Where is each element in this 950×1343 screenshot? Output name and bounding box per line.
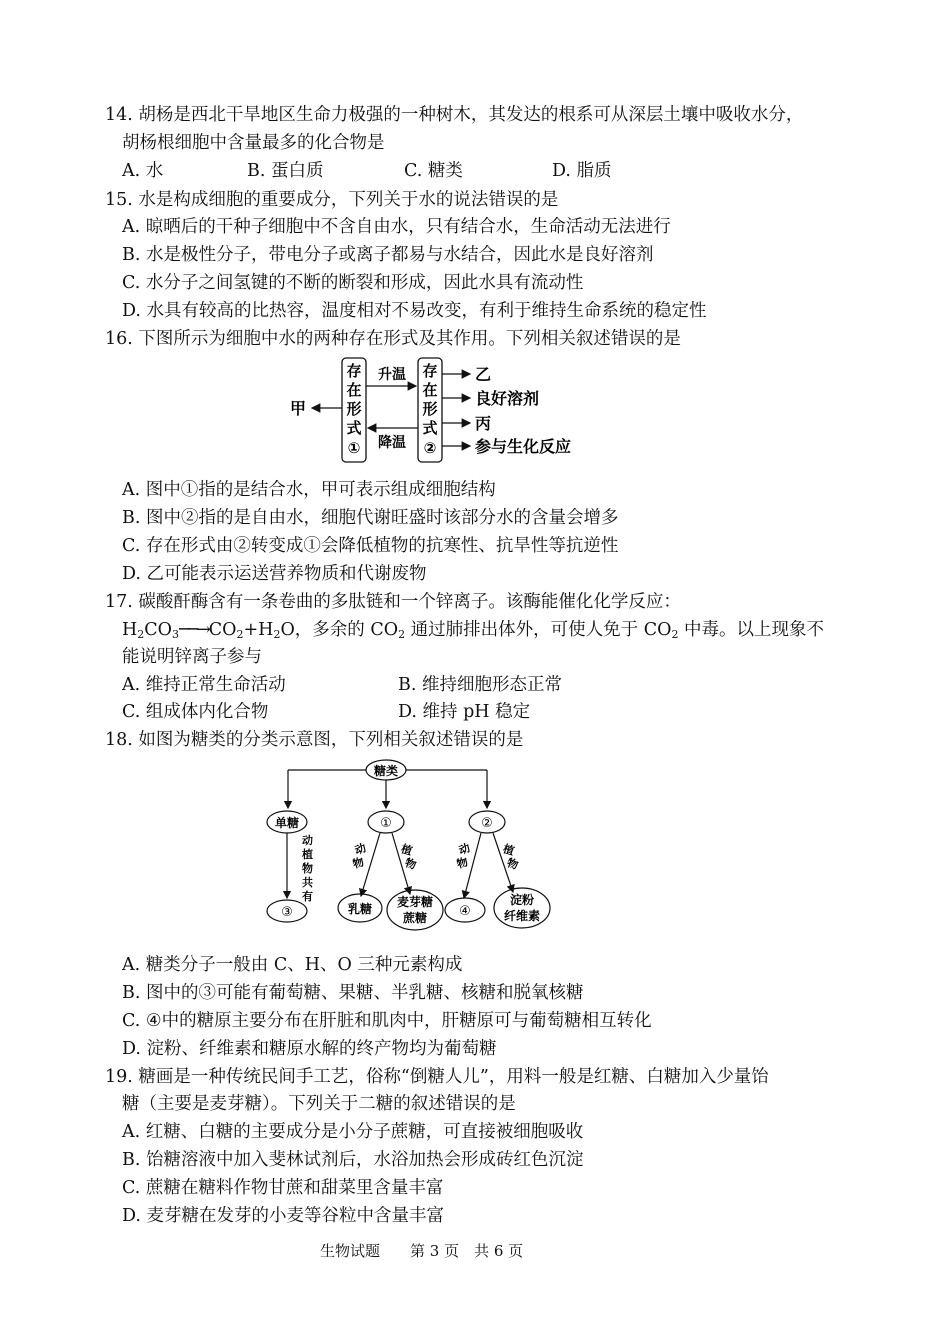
label-mono: 单糖 [274, 816, 300, 830]
animal2-char-0: 动 [457, 841, 472, 858]
animal2-char-1: 物 [455, 855, 470, 872]
shared-char-2: 物 [302, 862, 313, 875]
plant2-char-0: 植 [501, 842, 516, 859]
q14-option-a: A. 水 [122, 161, 164, 181]
q14-option-c: C. 糖类 [404, 161, 463, 181]
q16-option-d: D. 乙可能表示运送营养物质和代谢废物 [122, 564, 427, 584]
q17-stem-line3: 能说明锌离子参与 [122, 647, 262, 667]
box1-char-3: 式 [346, 419, 362, 437]
q17-stem-line1: 17. 碳酸酐酶含有一条卷曲的多肽链和一个锌离子。该酶能催化化学反应： [105, 592, 681, 612]
water-forms-diagram [280, 352, 600, 467]
box1-char-0: 存 [346, 362, 362, 380]
q15-option-b: B. 水是极性分子，带电分子或离子都易与水结合，因此水是良好溶剂 [122, 245, 654, 265]
output-reaction: 参与生化反应 [475, 437, 572, 456]
q19-line2: 糖（主要是麦芽糖）。下列关于二糖的叙述错误的是 [122, 1094, 516, 1114]
box1-char-2: 形 [346, 400, 362, 418]
label-node-3: ③ [281, 905, 293, 920]
label-cool-down: 降温 [378, 435, 406, 451]
shared-char-3: 共 [302, 876, 313, 889]
label-heat-up: 升温 [378, 367, 406, 383]
q14-line2: 胡杨根细胞中含量最多的化合物是 [122, 133, 385, 153]
plant2-char-1: 物 [505, 856, 520, 873]
page-footer: 生物试题 第 3 页 共 6 页 [320, 1242, 524, 1260]
q19-option-b: B. 饴糖溶液中加入斐林试剂后，水浴加热会形成砖红色沉淀 [122, 1150, 584, 1170]
label-node-4: ④ [459, 904, 471, 919]
animal1-char-0: 动 [353, 841, 368, 858]
q16-option-a: A. 图中①指的是结合水，甲可表示组成细胞结构 [122, 480, 496, 500]
label-sucrose: 蔗糖 [402, 911, 428, 925]
box2-char-2: 形 [422, 400, 438, 418]
sugar-classification-diagram [258, 758, 558, 938]
q18-stem: 18. 如图为糖类的分类示意图，下列相关叙述错误的是 [105, 730, 524, 750]
q19-option-a: A. 红糖、白糖的主要成分是小分子蔗糖，可直接被细胞吸收 [122, 1122, 584, 1142]
q17-option-d: D. 维持 pH 稳定 [398, 702, 531, 722]
box1-char-4: ① [347, 439, 361, 457]
label-starch: 淀粉 [509, 893, 535, 907]
q18-option-c: C. ④中的糖原主要分布在肝脏和肌肉中，肝糖原可与葡萄糖相互转化 [122, 1011, 652, 1031]
label-lactose: 乳糖 [347, 902, 373, 916]
label-node-2: ② [481, 816, 493, 831]
q14-option-d: D. 脂质 [552, 161, 612, 181]
q17-option-b: B. 维持细胞形态正常 [398, 675, 562, 695]
plant1-char-0: 植 [399, 842, 414, 859]
label-node-1: ① [380, 816, 392, 831]
label-root: 糖类 [373, 764, 399, 778]
q14-option-b: B. 蛋白质 [247, 161, 324, 181]
output-yi: 乙 [475, 365, 492, 384]
q16-stem: 16. 下图所示为细胞中水的两种存在形式及其作用。下列相关叙述错误的是 [105, 329, 681, 349]
q19-option-c: C. 蔗糖在糖料作物甘蔗和甜菜里含量丰富 [122, 1178, 444, 1198]
q17-option-c: C. 组成体内化合物 [122, 702, 269, 722]
q16-option-c: C. 存在形式由②转变成①会降低植物的抗寒性、抗旱性等抗逆性 [122, 536, 619, 556]
q16-option-b: B. 图中②指的是自由水，细胞代谢旺盛时该部分水的含量会增多 [122, 508, 619, 528]
output-bing: 丙 [475, 414, 492, 433]
plant1-char-1: 物 [403, 856, 418, 873]
box2-char-4: ② [423, 439, 437, 457]
q19-option-d: D. 麦芽糖在发芽的小麦等谷粒中含量丰富 [122, 1206, 445, 1226]
q18-option-b: B. 图中的③可能有葡萄糖、果糖、半乳糖、核糖和脱氧核糖 [122, 983, 584, 1003]
output-solvent: 良好溶剂 [475, 389, 540, 408]
box2-char-3: 式 [422, 419, 438, 437]
label-jia: 甲 [290, 399, 307, 418]
q15-option-d: D. 水具有较高的比热容，温度相对不易改变，有利于维持生命系统的稳定性 [122, 301, 707, 321]
box2-char-0: 存 [422, 362, 438, 380]
q17-option-a: A. 维持正常生命活动 [122, 675, 286, 695]
box2-char-1: 在 [422, 381, 438, 399]
animal1-char-1: 物 [351, 855, 366, 872]
q15-option-a: A. 晾晒后的干种子细胞中不含自由水，只有结合水，生命活动无法进行 [122, 217, 671, 237]
q17-equation-line: $H_2CO_3──\to CO_2+H_2O$，多余的 $CO_2$ 通过肺排出体外，可使人免于 $CO_2$ 中毒。以上现象不 [122, 620, 825, 641]
shared-char-1: 植 [302, 848, 313, 861]
shared-char-0: 动 [302, 834, 313, 847]
q15-option-c: C. 水分子之间氢键的不断的断裂和形成，因此水具有流动性 [122, 273, 584, 293]
q18-option-d: D. 淀粉、纤维素和糖原水解的终产物均为葡萄糖 [122, 1039, 497, 1059]
q14-line1: 14. 胡杨是西北干旱地区生命力极强的一种树木，其发达的根系可从深层土壤中吸收水分， [105, 105, 804, 125]
shared-char-4: 有 [302, 890, 313, 903]
q18-option-a: A. 糖类分子一般由 C、H、O 三种元素构成 [122, 955, 463, 975]
label-cellulose: 纤维素 [503, 909, 541, 923]
q19-line1: 19. 糖画是一种传统民间手工艺，俗称“倒糖人儿”，用料一般是红糖、白糖加入少量饴 [105, 1067, 769, 1087]
box1-char-1: 在 [346, 381, 362, 399]
q15-stem: 15. 水是构成细胞的重要成分，下列关于水的说法错误的是 [105, 190, 559, 210]
label-maltose: 麦芽糖 [396, 895, 434, 909]
